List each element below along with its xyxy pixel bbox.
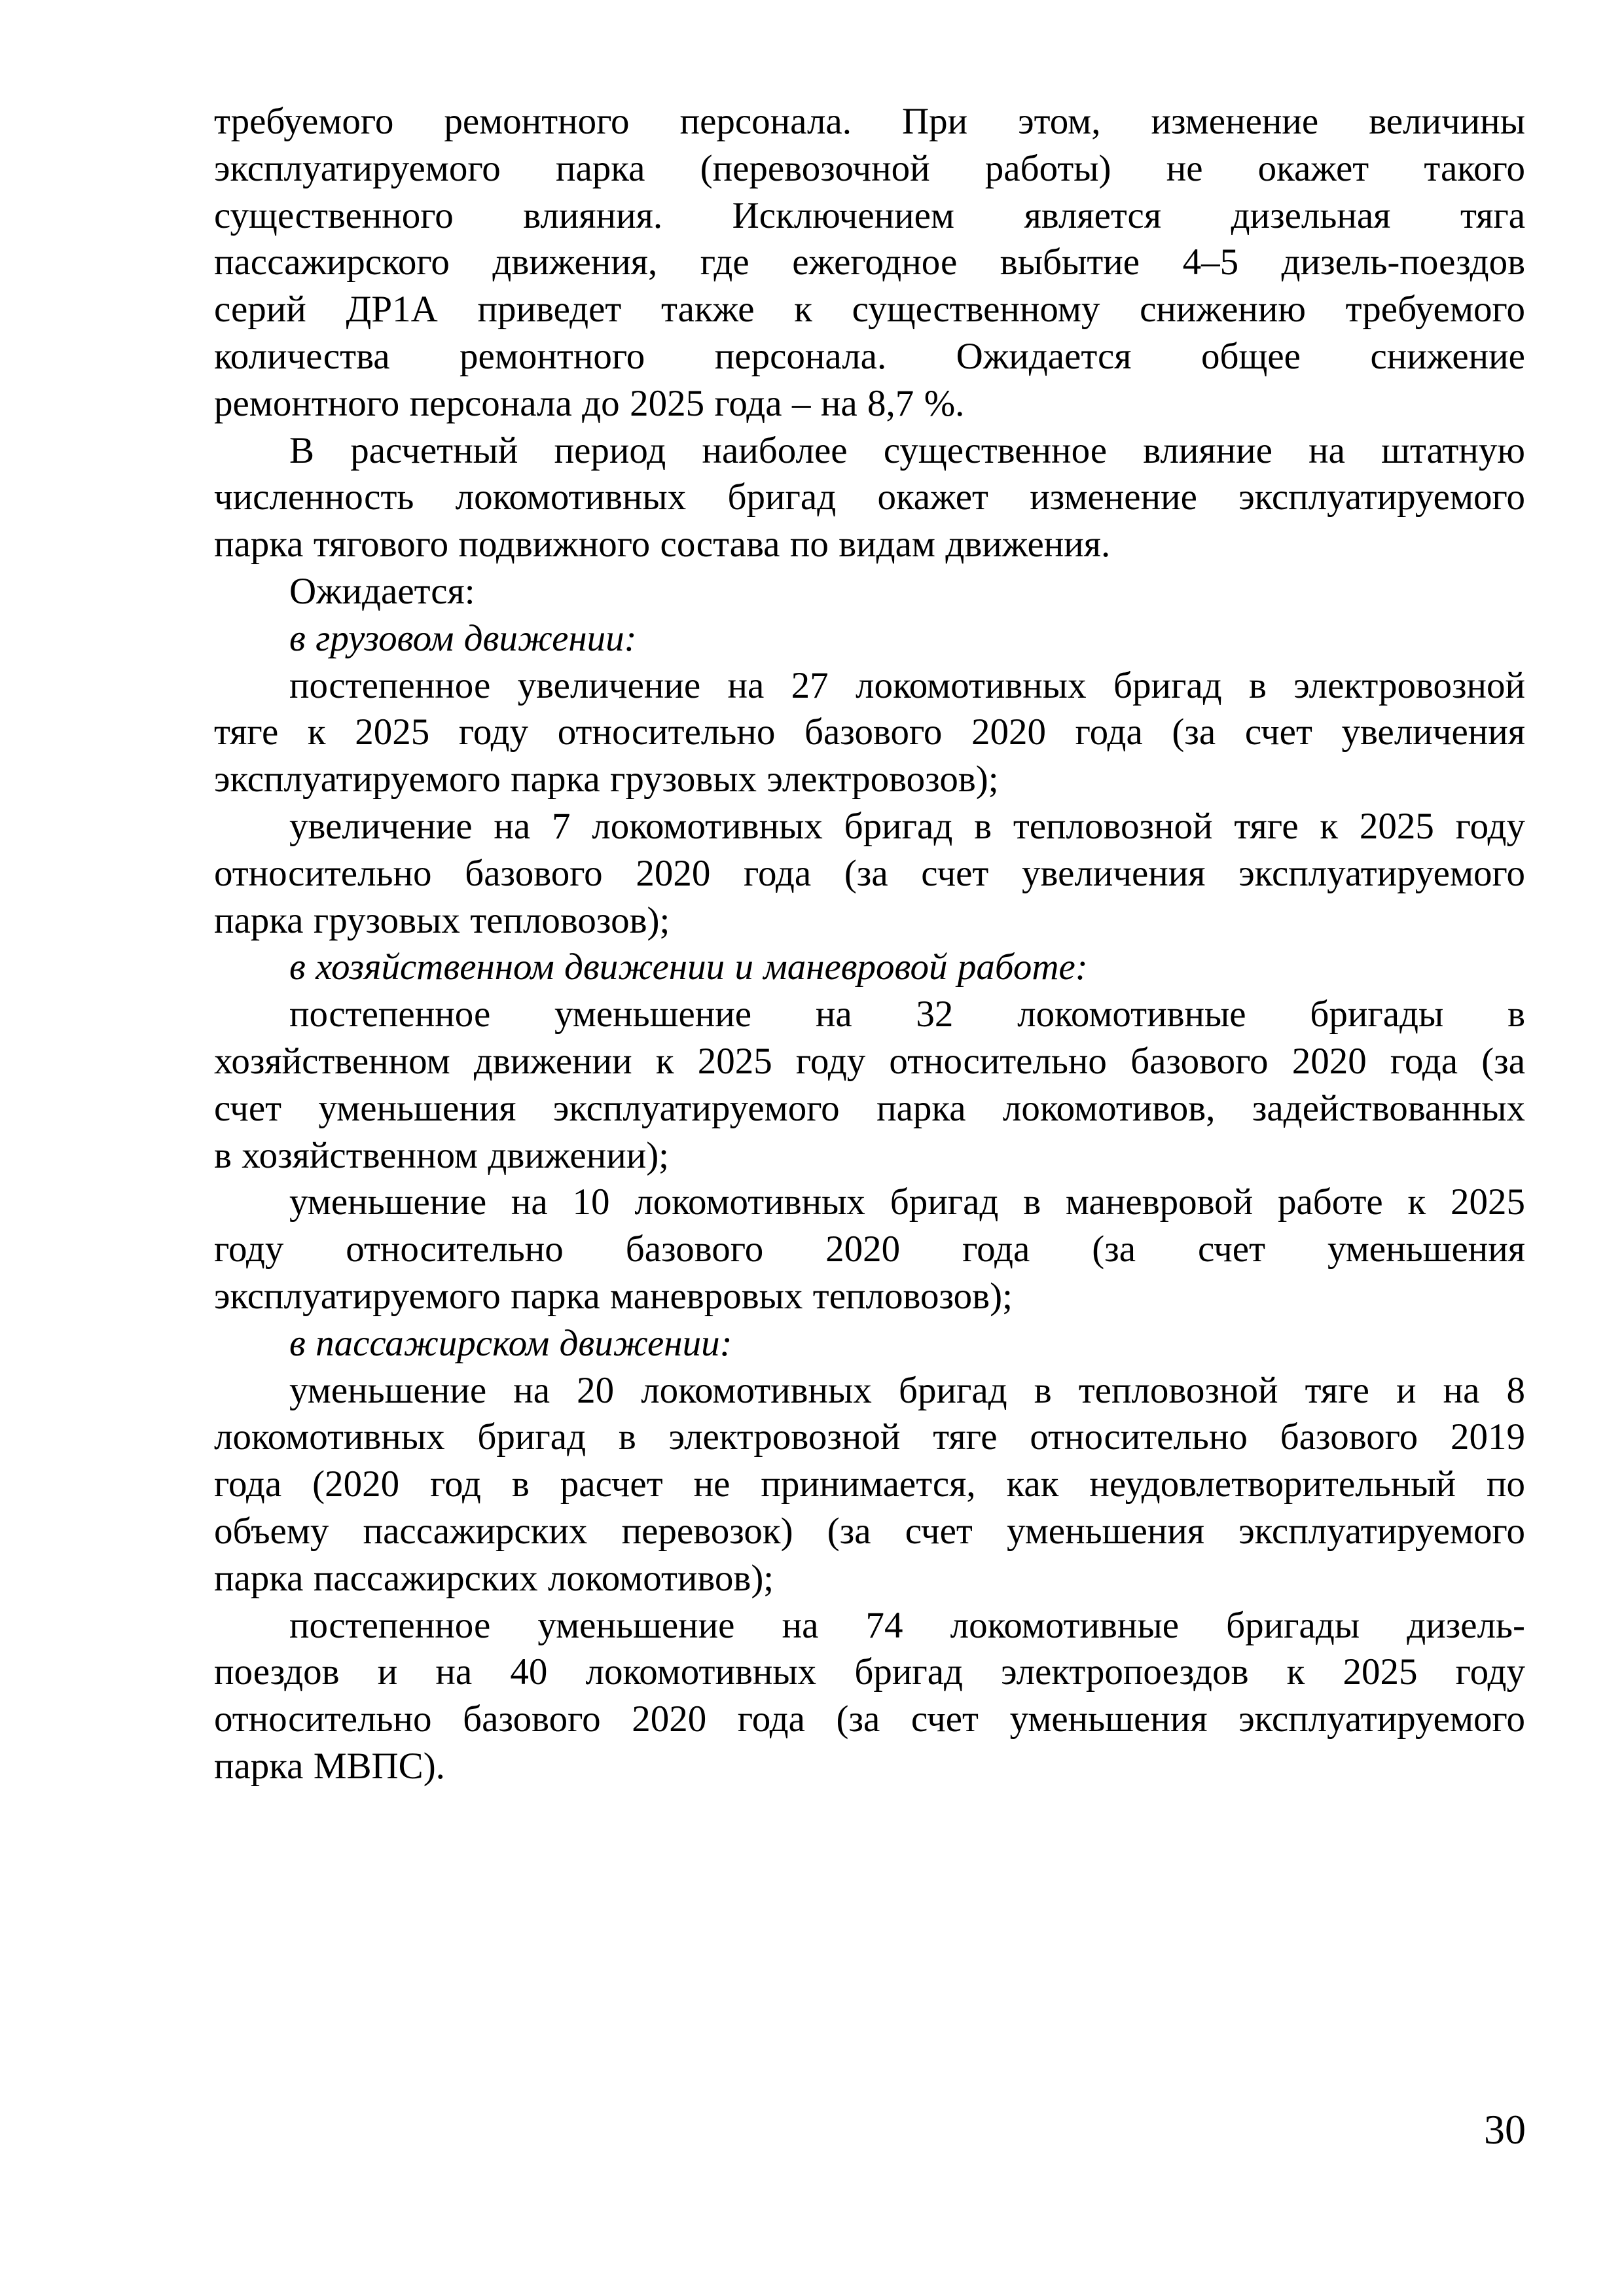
text-line: постепенное уменьшение на 74 локомотивные бригады дизель-: [289, 1604, 1525, 1646]
paragraph: [214, 1320, 1525, 1367]
text-line: локомотивных бригад в электровозной тяге относительно базового 2019: [214, 1416, 1525, 1458]
text-line: эксплуатируемого парка (перевозочной работы) не окажет такого: [214, 147, 1525, 189]
text-line: серий ДР1А приведет также к существенному снижению требуемого: [214, 289, 1525, 331]
text-line: в хозяйственном движении и маневровой работе:: [289, 946, 1088, 988]
text-line: парка грузовых тепловозов);: [214, 899, 670, 941]
text-line: требуемого ремонтного персонала. При этом, изменение величины: [214, 101, 1525, 142]
paragraph: [214, 991, 1525, 1179]
text-line: Ожидается:: [289, 570, 475, 612]
text-line: парка МВПС).: [214, 1745, 445, 1787]
text-line: уменьшение на 20 локомотивных бригад в тепловозной тяге и на 8: [289, 1369, 1525, 1411]
text-line: увеличение на 7 локомотивных бригад в тепловозной тяге к 2025 году: [289, 805, 1525, 847]
paragraph: [214, 944, 1525, 991]
text-line: В расчетный период наиболее существенное влияние на штатную: [289, 429, 1525, 471]
text-line: ремонтного персонала до 2025 года – на 8,7 %.: [214, 382, 965, 424]
page-number: 30: [1484, 2106, 1526, 2153]
paragraph: [214, 568, 1525, 615]
text-line: хозяйственном движении к 2025 году относительно базового 2020 года (за: [214, 1040, 1525, 1082]
text-line: уменьшение на 10 локомотивных бригад в маневровой работе к 2025: [289, 1181, 1525, 1223]
text-line: относительно базового 2020 года (за счет уменьшения эксплуатируемого: [214, 1698, 1525, 1740]
paragraph: [214, 98, 1525, 427]
text-line: в пассажирском движении:: [289, 1322, 732, 1364]
text-line: пассажирского движения, где ежегодное выбытие 4–5 дизель-поездов: [214, 242, 1525, 283]
text-line: эксплуатируемого парка маневровых тепловозов);: [214, 1275, 1013, 1317]
text-line: счет уменьшения эксплуатируемого парка локомотивов, задействованных: [214, 1087, 1525, 1129]
paragraph: [214, 427, 1525, 568]
text-line: количества ремонтного персонала. Ожидается общее снижение: [214, 335, 1525, 377]
text-line: парка тягового подвижного состава по видам движения.: [214, 524, 1111, 565]
text-line: году относительно базового 2020 года (за счет уменьшения: [214, 1229, 1525, 1270]
text-line: поездов и на 40 локомотивных бригад электропоездов к 2025 году: [214, 1651, 1525, 1693]
text-line: в хозяйственном движении);: [214, 1134, 670, 1176]
text-line: тяге к 2025 году относительно базового 2020 года (за счет увеличения: [214, 711, 1525, 753]
paragraph: [214, 615, 1525, 662]
text-line: существенного влияния. Исключением является дизельная тяга: [214, 194, 1525, 236]
text-line: постепенное увеличение на 27 локомотивных бригад в электровозной: [289, 664, 1525, 706]
text-line: года (2020 год в расчет не принимается, как неудовлетворительный по: [214, 1463, 1525, 1505]
text-line: постепенное уменьшение на 32 локомотивные бригады в: [289, 994, 1525, 1035]
paragraph: [214, 1367, 1525, 1602]
text-line: эксплуатируемого парка грузовых электровозов);: [214, 759, 999, 800]
paragraph: [214, 803, 1525, 944]
paragraph: [214, 1602, 1525, 1790]
paragraph: [214, 662, 1525, 803]
document-body: [214, 98, 1525, 1790]
text-line: парка пассажирских локомотивов);: [214, 1557, 774, 1599]
text-line: объему пассажирских перевозок) (за счет уменьшения эксплуатируемого: [214, 1510, 1525, 1552]
text-line: численность локомотивных бригад окажет изменение эксплуатируемого: [214, 476, 1525, 518]
paragraph: [214, 1179, 1525, 1319]
text-line: относительно базового 2020 года (за счет увеличения эксплуатируемого: [214, 852, 1525, 894]
text-line: в грузовом движении:: [289, 617, 637, 659]
